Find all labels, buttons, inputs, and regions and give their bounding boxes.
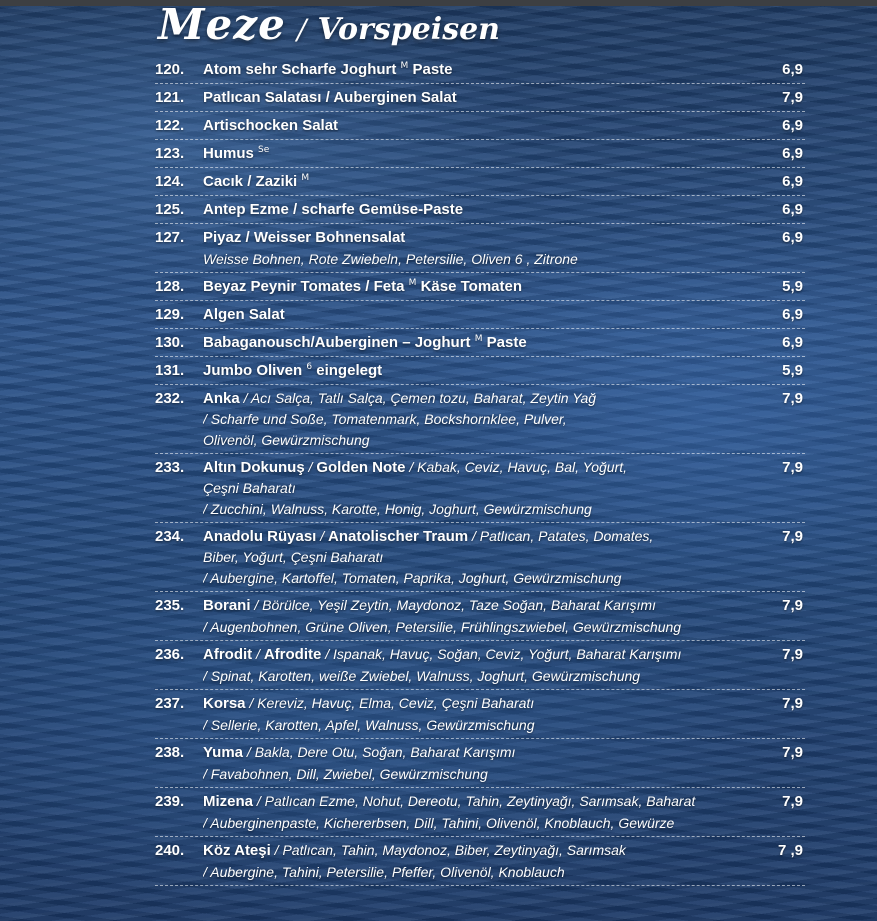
menu-item [155,56,805,84]
menu-item-line [155,196,805,223]
item-title [203,388,765,410]
item-number: 125. [155,201,185,218]
item-name: Cacık / Zaziki [203,173,302,190]
item-ingredients: / [252,646,264,662]
title-main: Meze [158,0,286,49]
menu-item-line [155,791,805,813]
menu-item [155,357,805,385]
allergen-mark: M [474,334,483,344]
item-title [203,457,765,479]
menu-item-line [155,499,805,520]
item-name: Humus [203,145,259,162]
menu-item-line [155,617,805,639]
item-name: Korsa [203,695,246,712]
menu-item [155,168,805,196]
item-number: 124. [155,173,185,190]
menu-item-line [155,329,805,356]
menu-item-line [155,666,805,688]
item-ingredients: / Favabohnen, Dill, Zwiebel, Gewürzmischung [203,765,488,782]
item-name: Borani [203,597,251,614]
item-price: 6,9 [782,117,803,134]
menu-item-line [155,813,805,835]
item-title [203,56,765,84]
item-ingredients: / [304,459,317,475]
item-number: 131. [155,362,185,379]
menu-item [155,592,805,641]
item-name: Afrodit [203,646,253,663]
item-title [203,301,765,329]
item-name: Piyaz / Weisser Bohnensalat [203,229,406,246]
item-description [203,249,765,272]
item-name: eingelegt [312,362,383,379]
item-description [203,409,765,431]
item-name: Mizena [203,793,254,810]
item-title [203,791,765,814]
item-name: Anatolischer Traum [328,528,469,545]
item-ingredients: / Patlıcan Ezme, Nohut, Dereotu, Tahin, Zeytinyağı, Sarımsak, Baharat [253,793,696,809]
item-title [203,644,765,667]
menu-item [155,301,805,329]
item-description [203,813,765,836]
item-title [203,112,765,140]
item-description [203,715,765,738]
item-number: 128. [155,278,185,295]
item-number: 129. [155,306,185,323]
menu-item [155,140,805,168]
item-price: 6,9 [782,229,803,246]
item-name: Patlıcan Salatası / Auberginen Salat [203,89,457,106]
item-ingredients: / Patlıcan, Patates, Domates, [468,528,654,544]
item-price: 6,9 [782,334,803,351]
item-number: 238. [155,744,185,761]
item-price: 6,9 [782,201,803,218]
menu-item-line [155,409,805,430]
item-number: 237. [155,695,185,712]
item-number: 123. [155,145,185,162]
item-description [203,666,765,689]
item-ingredients: / Kabak, Ceviz, Havuç, Bal, Yoğurt, [405,459,628,475]
item-ingredients: / Spinat, Karotten, weiße Zwiebel, Walnuss, Joghurt, Gewürzmischung [203,667,641,684]
menu-item [155,454,805,523]
menu-item-line [155,112,805,139]
menu-item [155,329,805,357]
item-price: 7,9 [782,744,803,761]
item-price: 7 ,9 [777,842,803,859]
menu-item-line [155,168,805,195]
item-name: Algen Salat [203,306,285,323]
item-name: Paste [482,334,527,351]
menu-item-line [155,140,805,167]
item-name: Köz Ateşi [203,842,271,859]
item-price: 5,9 [782,362,803,379]
item-title [203,227,765,250]
menu-item [155,837,805,886]
item-description [203,478,765,500]
item-price: 7,9 [782,597,803,614]
item-name: Atom sehr Scharfe Joghurt [203,61,401,78]
item-ingredients: / Sellerie, Karotten, Apfel, Walnuss, Gewürzmischung [203,716,535,733]
item-ingredients: / Aubergine, Kartoffel, Tomaten, Paprika, Joghurt, Gewürzmischung [203,570,622,586]
item-description [203,617,765,640]
item-number: 240. [155,842,185,859]
item-price: 7,9 [782,459,803,476]
item-number: 122. [155,117,185,134]
menu-item [155,273,805,301]
item-name: Anka [203,390,240,407]
item-name: Babaganousch/Auberginen – Joghurt [203,334,475,351]
item-ingredients: / Scharfe und Soße, Tomatenmark, Bockshornklee, Pulver, [203,411,567,427]
item-description [203,499,765,521]
item-description [203,764,765,787]
item-title [203,273,765,301]
item-price: 6,9 [782,61,803,78]
menu-item-line [155,273,805,300]
item-number: 234. [155,528,185,545]
item-price: 7,9 [782,528,803,545]
menu-item [155,385,805,454]
item-title [203,140,765,168]
menu-item [155,196,805,224]
item-name: Käse Tomaten [416,278,522,295]
item-number: 232. [155,390,185,407]
menu-item-line [155,430,805,451]
menu-item-line [155,693,805,715]
menu-item-line [155,595,805,617]
item-price: 6,9 [782,145,803,162]
item-ingredients: / [316,528,329,544]
menu-item [155,641,805,690]
allergen-mark: 6 [306,362,313,372]
item-number: 235. [155,597,185,614]
item-number: 130. [155,334,185,351]
menu-item-line [155,547,805,568]
item-price: 7,9 [782,89,803,106]
item-name: Afrodite [263,646,322,663]
item-price: 6,9 [782,306,803,323]
item-description [203,862,765,885]
item-number: 239. [155,793,185,810]
allergen-mark: M [400,61,409,71]
item-number: 121. [155,89,185,106]
item-name: Antep Ezme / scharfe Gemüse-Paste [203,201,464,218]
item-number: 120. [155,61,185,78]
menu-item [155,690,805,739]
item-price: 7,9 [782,695,803,712]
item-title [203,168,765,196]
item-title [203,595,765,618]
item-title [203,526,765,548]
item-name: Yuma [203,744,244,761]
menu-item-line [155,388,805,409]
item-name: Altın Dokunuş [203,459,305,476]
item-number: 127. [155,229,185,246]
item-price: 7,9 [782,793,803,810]
item-price: 5,9 [782,278,803,295]
menu-item [155,84,805,112]
item-number: 233. [155,459,185,476]
menu-item-line [155,862,805,884]
menu-item-line [155,478,805,499]
menu-item [155,739,805,788]
item-name: Anadolu Rüyası [203,528,317,545]
menu-item-line [155,840,805,862]
item-ingredients: / Kereviz, Havuç, Elma, Ceviz, Çeşni Baharatı [245,695,535,711]
title-slash: / [296,13,307,46]
menu-item [155,112,805,140]
menu-title [158,0,500,49]
item-number: 236. [155,646,185,663]
menu-item-line [155,301,805,328]
item-description [203,547,765,569]
item-price: 6,9 [782,173,803,190]
menu-item [155,788,805,837]
item-ingredients: Weisse Bohnen, Rote Zwiebeln, Petersilie, Oliven 6 , Zitrone [203,250,578,267]
menu-item [155,224,805,273]
item-title [203,693,765,716]
item-ingredients: Biber, Yoğurt, Çeşni Baharatı [203,549,384,565]
item-description [203,568,765,590]
allergen-mark: M [301,173,310,183]
menu-item-line [155,84,805,111]
item-name: Golden Note [316,459,406,476]
item-ingredients: / Aubergine, Tahini, Petersilie, Pfeffer, Olivenöl, Knoblauch [203,863,565,880]
menu-item-line [155,227,805,249]
menu-item-line [155,742,805,764]
item-name: Beyaz Peynir Tomates / Feta [203,278,409,295]
menu-item-line [155,56,805,83]
item-ingredients: / Bakla, Dere Otu, Soğan, Baharat Karışımı [243,744,516,760]
item-title [203,357,765,385]
item-title [203,329,765,357]
menu-item-line [155,249,805,271]
item-price: 7,9 [782,646,803,663]
item-title [203,84,765,112]
item-ingredients: / Patlıcan, Tahin, Maydonoz, Biber, Zeytinyağı, Sarımsak [270,842,626,858]
item-ingredients: / Zucchini, Walnuss, Karotte, Honig, Joghurt, Gewürzmischung [203,501,592,517]
menu-item [155,523,805,592]
menu-item-line [155,357,805,384]
item-title [203,742,765,765]
item-ingredients: Olivenöl, Gewürzmischung [203,432,370,448]
item-ingredients: / Acı Salça, Tatlı Salça, Çemen tozu, Baharat, Zeytin Yağ [239,390,597,406]
item-ingredients: / Ispanak, Havuç, Soğan, Ceviz, Yoğurt, Baharat Karışımı [321,646,682,662]
menu-item-line [155,644,805,666]
item-title [203,196,765,224]
menu-item-line [155,568,805,589]
allergen-mark: Se [258,145,270,155]
item-ingredients: / Augenbohnen, Grüne Oliven, Petersilie, Frühlingszwiebel, Gewürzmischung [203,618,682,635]
menu-list [155,56,805,886]
menu-item-line [155,764,805,786]
title-sub: Vorspeisen [317,12,500,47]
item-name: Paste [408,61,453,78]
item-ingredients: / Auberginenpaste, Kichererbsen, Dill, Tahini, Olivenöl, Knoblauch, Gewürze [203,814,675,831]
item-description [203,430,765,452]
item-title [203,840,765,863]
menu-item-line [155,457,805,478]
item-ingredients: Çeşni Baharatı [203,480,296,496]
item-ingredients: / Börülce, Yeşil Zeytin, Maydonoz, Taze Soğan, Baharat Karışımı [250,597,656,613]
allergen-mark: M [408,278,417,288]
menu-item-line [155,526,805,547]
item-name: Jumbo Oliven [203,362,307,379]
menu-item-line [155,715,805,737]
item-price: 7,9 [782,390,803,407]
item-name: Artischocken Salat [203,117,339,134]
